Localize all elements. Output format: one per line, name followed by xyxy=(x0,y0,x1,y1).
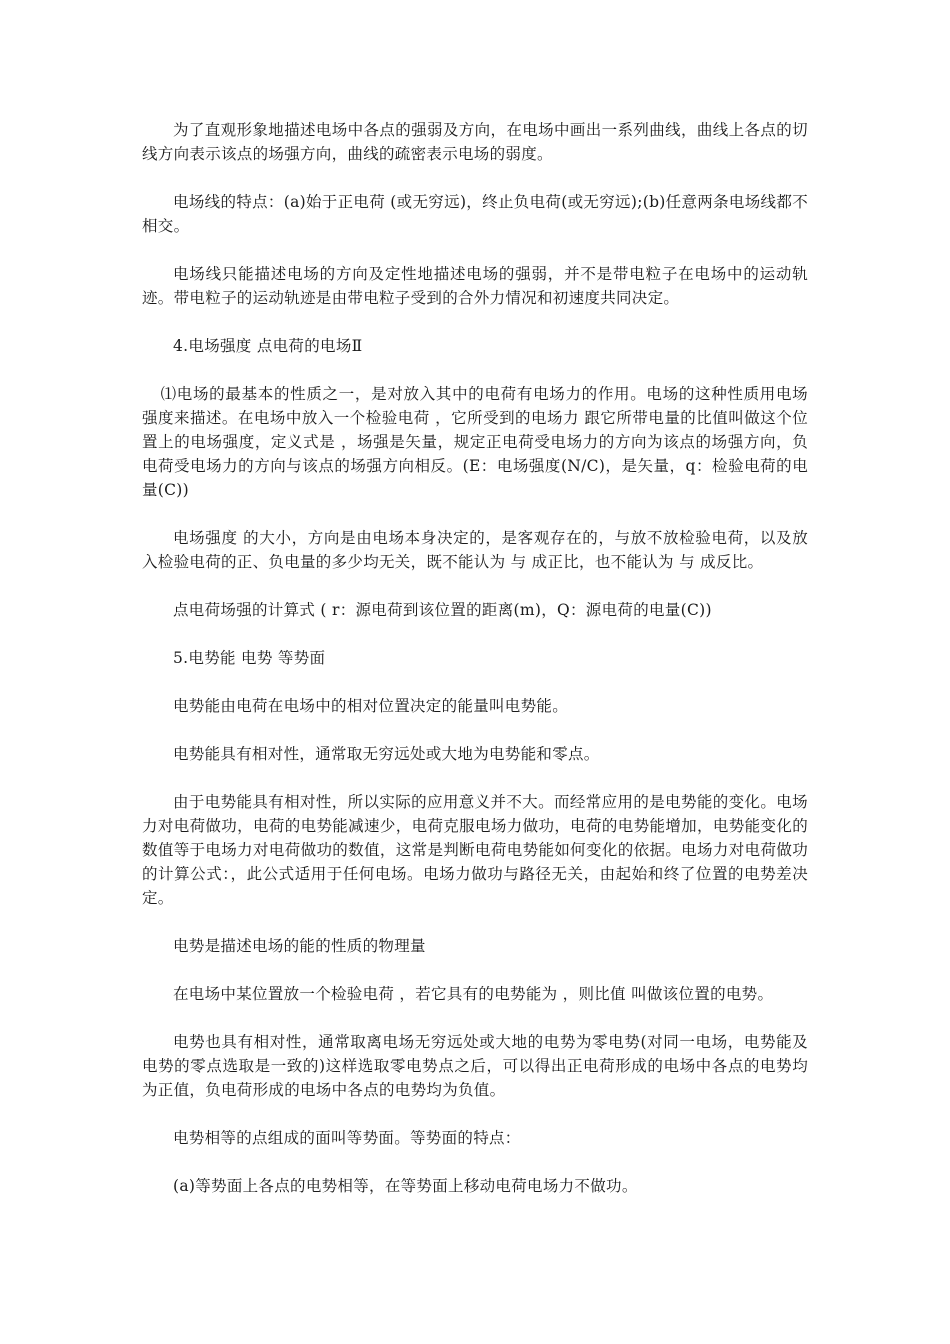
paragraph-field-strength-definition: ⑴电场的最基本的性质之一，是对放入其中的电荷有电场力的作用。电场的这种性质用电场强度来描述。在电场中放入一个检验电荷 ，它所受到的电场力 跟它所带电量的比值叫做这个位置上的电场强度，定义式是 ，场强是矢量，规定正电荷受电场力的方向为该点的场强方向，负电荷受电场力的方向与该点的场强方向相反。(E：电场强度(N/C)，是矢量，q：检验电荷的电量(C)) xyxy=(142,385,808,499)
paragraph-equipotential-feature-a: (a)等势面上各点的电势相等，在等势面上移动电荷电场力不做功。 xyxy=(173,1177,638,1195)
paragraph-potential-energy-definition: 电势能由电荷在电场中的相对位置决定的能量叫电势能。 xyxy=(173,697,569,715)
paragraph-field-line-limitations: 电场线只能描述电场的方向及定性地描述电场的强弱，并不是带电粒子在电场中的运动轨迹。带电粒子的运动轨迹是由带电粒子受到的合外力情况和初速度共同决定。 xyxy=(142,265,808,307)
paragraph-potential-energy-change: 由于电势能具有相对性，所以实际的应用意义并不大。而经常应用的是电势能的变化。电场力对电荷做功，电荷的电势能减速少，电荷克服电场力做功，电荷的电势能增加，电势能变化的数值等于电场力对电荷做功的数值，这常是判断电荷电势能如何变化的依据。电场力对电荷做功的计算公式：，此公式适用于任何电场。电场力做功与路径无关，由起始和终了位置的电势差决定。 xyxy=(142,793,808,907)
paragraph-potential-definition: 在电场中某位置放一个检验电荷 ，若它具有的电势能为 ，则比值 叫做该位置的电势。 xyxy=(173,985,774,1003)
paragraph-potential-relativity: 电势也具有相对性，通常取离电场无穷远处或大地的电势为零电势(对同一电场，电势能及电势的零点选取是一致的)这样选取零电势点之后，可以得出正电荷形成的电场中各点的电势均为正值，负电荷形成的电场中各点的电势均为负值。 xyxy=(142,1033,808,1099)
section-heading-potential-energy: 5.电势能 电势 等势面 xyxy=(173,649,326,667)
section-heading-field-strength: 4.电场强度 点电荷的电场Ⅱ xyxy=(173,337,363,355)
paragraph-field-line-features: 电场线的特点：(a)始于正电荷 (或无穷远)，终止负电荷(或无穷远);(b)任意两条电场线都不相交。 xyxy=(142,193,808,235)
paragraph-potential-definition-heading: 电势是描述电场的能的性质的物理量 xyxy=(173,937,426,955)
paragraph-potential-energy-relativity: 电势能具有相对性，通常取无穷远处或大地为电势能和零点。 xyxy=(173,745,600,763)
paragraph-equipotential-surface: 电势相等的点组成的面叫等势面。等势面的特点： xyxy=(173,1129,521,1147)
paragraph-field-lines-intro: 为了直观形象地描述电场中各点的强弱及方向，在电场中画出一系列曲线，曲线上各点的切线方向表示该点的场强方向，曲线的疏密表示电场的弱度。 xyxy=(142,121,808,163)
paragraph-field-strength-magnitude: 电场强度 的大小，方向是由电场本身决定的，是客观存在的，与放不放检验电荷，以及放入检验电荷的正、负电量的多少均无关，既不能认为 与 成正比，也不能认为 与 成反比。 xyxy=(142,529,808,571)
document-body xyxy=(142,118,808,1198)
paragraph-point-charge-formula: 点电荷场强的计算式 ( r：源电荷到该位置的距离(m)，Q：源电荷的电量(C)) xyxy=(173,601,712,619)
